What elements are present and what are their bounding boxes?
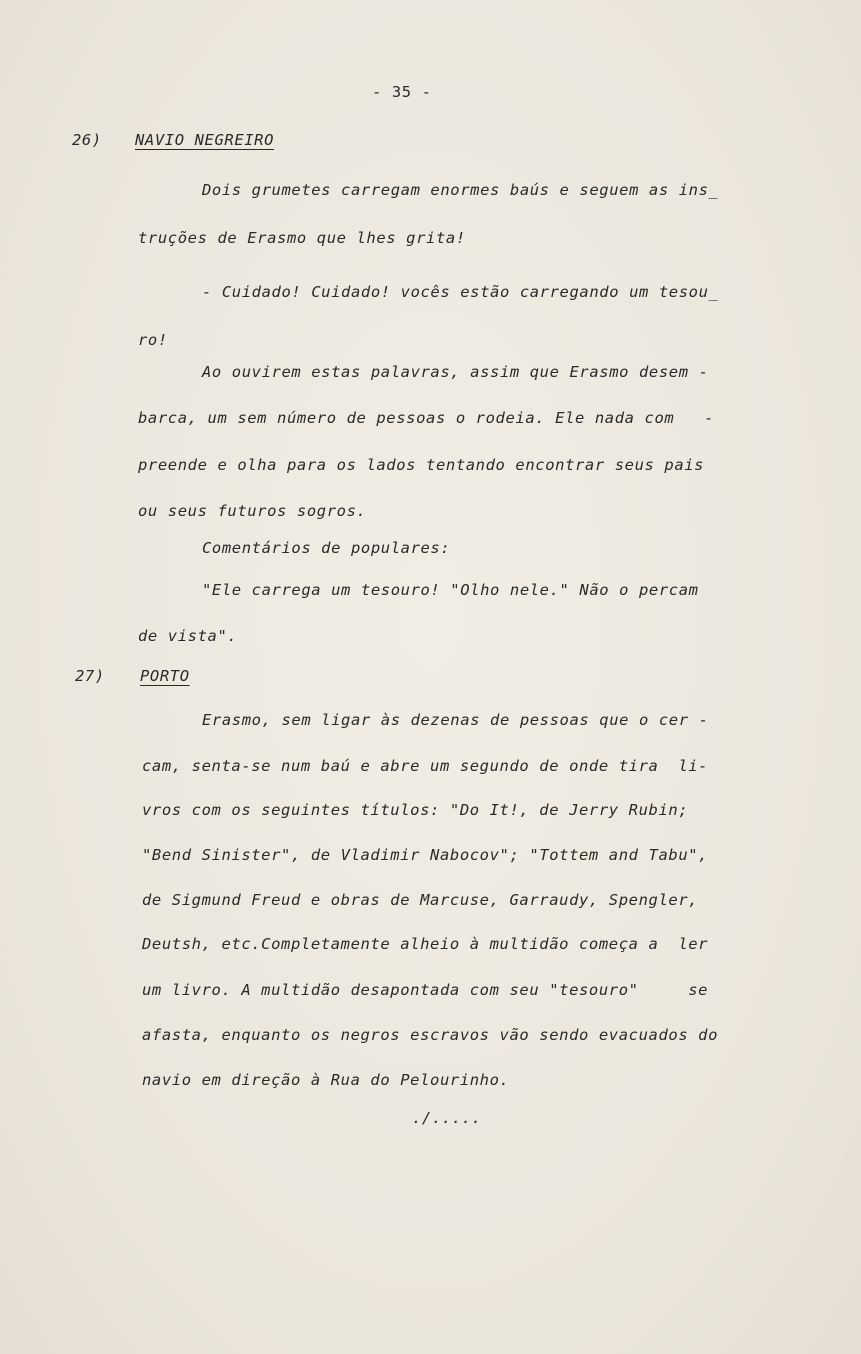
text-line: truções de Erasmo que lhes grita!	[138, 229, 466, 247]
text-line: "Ele carrega um tesouro! "Olho nele." Não o percam	[202, 581, 699, 599]
text-line: de vista".	[138, 627, 238, 645]
text-line: barca, um sem número de pessoas o rodeia. Ele nada com -	[138, 409, 715, 427]
text-line: Ao ouvirem estas palavras, assim que Erasmo desem -	[202, 363, 709, 381]
page-number: - 35 -	[372, 83, 432, 101]
text-line: Dois grumetes carregam enormes baús e seguem as ins_	[202, 181, 719, 199]
scene-heading: NAVIO NEGREIRO	[135, 131, 275, 149]
scene-number: 26)	[72, 131, 102, 149]
scene-number: 27)	[75, 667, 105, 685]
scene-heading: PORTO	[140, 667, 190, 685]
text-line: navio em direção à Rua do Pelourinho.	[142, 1071, 510, 1089]
text-line: Erasmo, sem ligar às dezenas de pessoas que o cer -	[202, 711, 709, 729]
text-line: um livro. A multidão desapontada com seu "tesouro" se	[142, 981, 709, 999]
continuation-mark: ./.....	[412, 1109, 482, 1127]
text-line: preende e olha para os lados tentando encontrar seus pais	[138, 456, 705, 474]
text-line: - Cuidado! Cuidado! vocês estão carregando um tesou_	[202, 283, 719, 301]
text-line: ou seus futuros sogros.	[138, 502, 367, 520]
text-line: de Sigmund Freud e obras de Marcuse, Garraudy, Spengler,	[142, 891, 699, 909]
text-line: "Bend Sinister", de Vladimir Nabocov"; "Tottem and Tabu",	[142, 846, 709, 864]
text-line: Comentários de populares:	[202, 539, 451, 557]
text-line: afasta, enquanto os negros escravos vão sendo evacuados do	[142, 1026, 719, 1044]
text-line: ro!	[138, 331, 168, 349]
text-line: vros com os seguintes títulos: "Do It!, de Jerry Rubin;	[142, 801, 689, 819]
text-line: Deutsh, etc.Completamente alheio à multidão começa a ler	[142, 935, 709, 953]
text-line: cam, senta-se num baú e abre um segundo de onde tira li-	[142, 757, 709, 775]
